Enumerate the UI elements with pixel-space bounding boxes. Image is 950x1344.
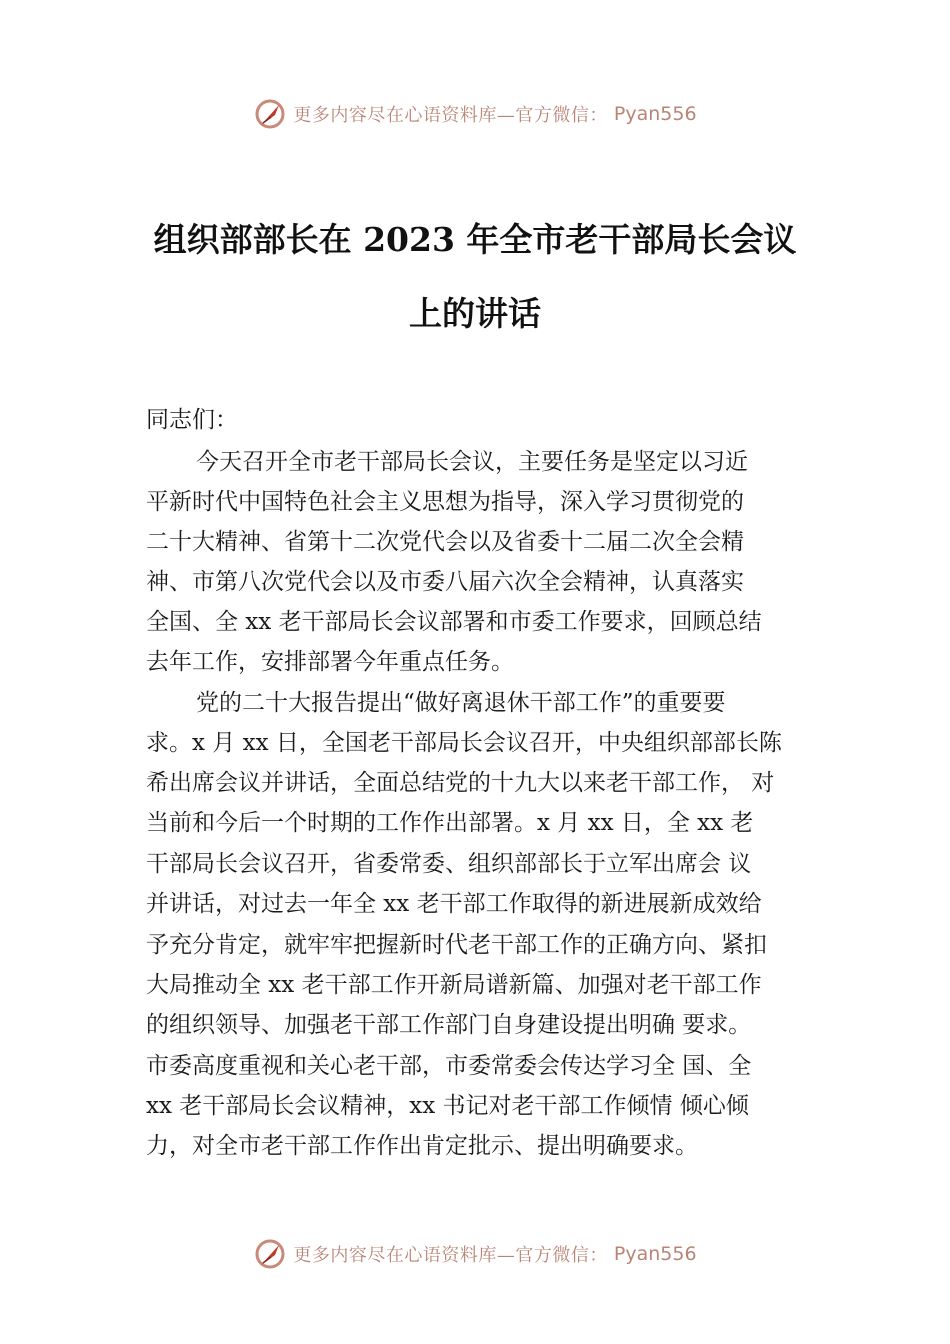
watermark-header [0, 94, 950, 134]
body-line: 去年工作，安排部署今年重点任务。 [146, 649, 514, 675]
body-line: 神、市第八次党代会以及市委八届六次全会精神，认真落实 [146, 569, 744, 595]
quill-pen-logo-icon [253, 1237, 287, 1271]
body-line: 平新时代中国特色社会主义思想为指导，深入学习贯彻党的 [146, 489, 744, 515]
document-title-line-1: 组织部部长在 2023 年全市老干部局长会议 [153, 220, 797, 259]
body-line: xx 老干部局长会议精神，xx 书记对老干部工作倾情 倾心倾 [146, 1093, 749, 1119]
body-line: 二十大精神、省第十二次党代会以及省委十二届二次全会精 [146, 529, 744, 555]
body-line: 予充分肯定，就牢牢把握新时代老干部工作的正确方向、紧扣 [146, 932, 767, 958]
body-line: 干部局长会议召开，省委常委、组织部部长于立军出席会 议 [146, 851, 752, 877]
body-line: 党的二十大报告提出“做好离退休干部工作”的重要要 [196, 690, 726, 716]
watermark-text: 更多内容尽在心语资料库—官方微信： [293, 105, 608, 126]
body-line: 大局推动全 xx 老干部工作开新局谱新篇、加强对老干部工作 [146, 972, 762, 998]
body-line: 今天召开全市老干部局长会议，主要任务是坚定以习近 [196, 449, 748, 475]
watermark-text: 更多内容尽在心语资料库—官方微信： [293, 1245, 608, 1266]
watermark-account: Pyan556 [613, 103, 697, 125]
document-title-line-2: 上的讲话 [409, 294, 541, 333]
body-line: 全国、全 xx 老干部局长会议部署和市委工作要求，回顾总结 [146, 609, 762, 635]
body-line: 的组织领导、加强老干部工作部门自身建设提出明确 要求。 [146, 1012, 752, 1038]
body-line: 求。x 月 xx 日，全国老干部局长会议召开，中央组织部部长陈 [146, 730, 782, 756]
body-line: 当前和今后一个时期的工作作出部署。x 月 xx 日，全 xx 老 [146, 810, 754, 836]
body-line: 市委高度重视和关心老干部，市委常委会传达学习全 国、全 [146, 1053, 752, 1079]
body-line: 力，对全市老干部工作作出肯定批示、提出明确要求。 [146, 1133, 698, 1159]
watermark-account: Pyan556 [613, 1243, 697, 1265]
body-line: 并讲话，对过去一年全 xx 老干部工作取得的新进展新成效给 [146, 891, 762, 917]
quill-pen-logo-icon [253, 97, 287, 131]
salutation: 同志们： [146, 407, 238, 433]
watermark-footer [0, 1234, 950, 1274]
body-line: 希出席会议并讲话，全面总结党的十九大以来老干部工作， 对 [146, 770, 775, 796]
